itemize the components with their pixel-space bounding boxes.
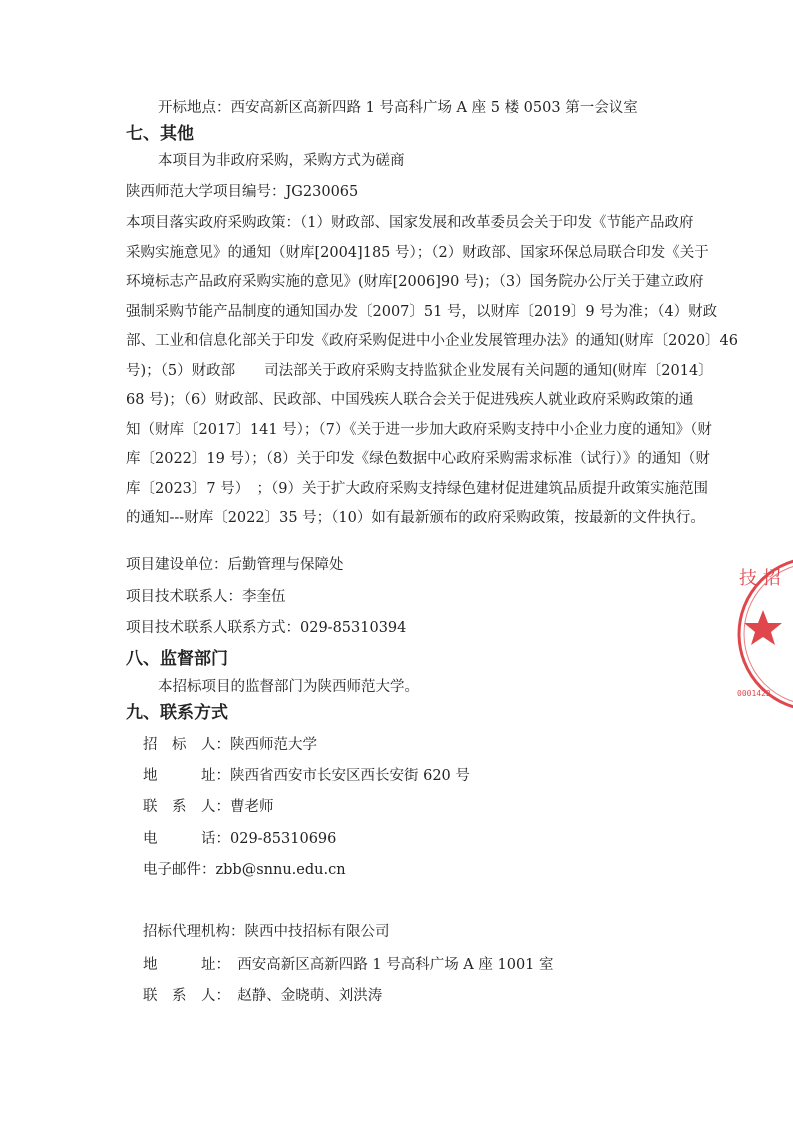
policy-paragraph [126, 209, 739, 534]
seal-text-top: 技 招 [739, 568, 781, 589]
policy-line: 本项目落实政府采购政策：（1）财政部、国家发展和改革委员会关于印发《节能产品政府 [126, 215, 694, 231]
agency-contact: 联 系 人： 赵静、金晓萌、刘洪涛 [143, 988, 383, 1004]
star-icon [744, 610, 782, 645]
seal-graphic [733, 548, 793, 718]
policy-line: 号)；（5）财政部 司法部关于政府采购支持监狱企业发展有关问题的通知(财库〔2014〕 [126, 362, 713, 379]
open-location: 开标地点：西安高新区高新四路 1 号高科广场 A 座 5 楼 0503 第一会议室 [158, 100, 638, 116]
policy-line: 知（财库〔2017〕141 号）；（7）《关于进一步加大政府采购支持中小企业力度的通知》（财 [126, 421, 712, 438]
policy-line: 库〔2023〕7 号） ；（9）关于扩大政府采购支持绿色建材促进建筑品质提升政策实施范围 [126, 480, 708, 497]
policy-line: 库〔2022〕19 号）；（8）关于印发《绿色数据中心政府采购需求标准（试行）》的通知（财 [126, 451, 710, 467]
tenderer-address: 地 址：陕西省西安市长安区西长安街 620 号 [143, 768, 470, 784]
policy-line: 强制采购节能产品制度的通知国办发〔2007〕51 号，以财库〔2019〕9 号为准；（4）财政 [126, 303, 718, 320]
section-9-title: 九、联系方式 [126, 703, 228, 723]
project-number: 陕西师范大学项目编号：JG230065 [126, 184, 359, 200]
agency-address: 地 址： 西安高新区高新四路 1 号高科广场 A 座 1001 室 [143, 957, 554, 973]
supervision-dept: 本招标项目的监督部门为陕西师范大学。 [158, 679, 419, 695]
policy-line: 采购实施意见》的通知（财库[2004]185 号）；（2）财政部、国家环保总局联合印发《关于 [126, 244, 709, 261]
policy-line: 环境标志产品政府采购实施的意见》(财库[2006]90 号)；（3）国务院办公厅关于建立政府 [126, 274, 704, 290]
tenderer-email: 电子邮件：zbb@snnu.edu.cn [143, 862, 346, 878]
tech-contact: 项目技术联系人：李奎伍 [126, 589, 286, 605]
tenderer-phone: 电 话：029-85310696 [143, 831, 337, 847]
tenderer-contact: 联 系 人：曹老师 [143, 799, 274, 815]
seal-text-bottom: 0001422 [737, 689, 771, 698]
tech-contact-phone: 项目技术联系人联系方式：029-85310394 [126, 620, 407, 636]
tenderer: 招 标 人：陕西师范大学 [143, 737, 317, 753]
policy-line: 部、工业和信息化部关于印发《政府采购促进中小企业发展管理办法》的通知(财库〔2020〕46 [126, 333, 739, 349]
procurement-method: 本项目为非政府采购，采购方式为磋商 [158, 153, 405, 169]
section-8-title: 八、监督部门 [126, 649, 228, 669]
section-7-title: 七、其他 [126, 124, 194, 144]
policy-line: 68 号)；（6）财政部、民政部、中国残疾人联合会关于促进残疾人就业政府采购政策的通 [126, 392, 694, 408]
build-unit: 项目建设单位：后勤管理与保障处 [126, 557, 344, 573]
agency: 招标代理机构：陕西中技招标有限公司 [143, 924, 390, 940]
policy-line: 的通知---财库〔2022〕35 号；（10）如有最新颁布的政府采购政策，按最新的文件执行。 [126, 510, 705, 526]
company-seal [733, 548, 793, 718]
